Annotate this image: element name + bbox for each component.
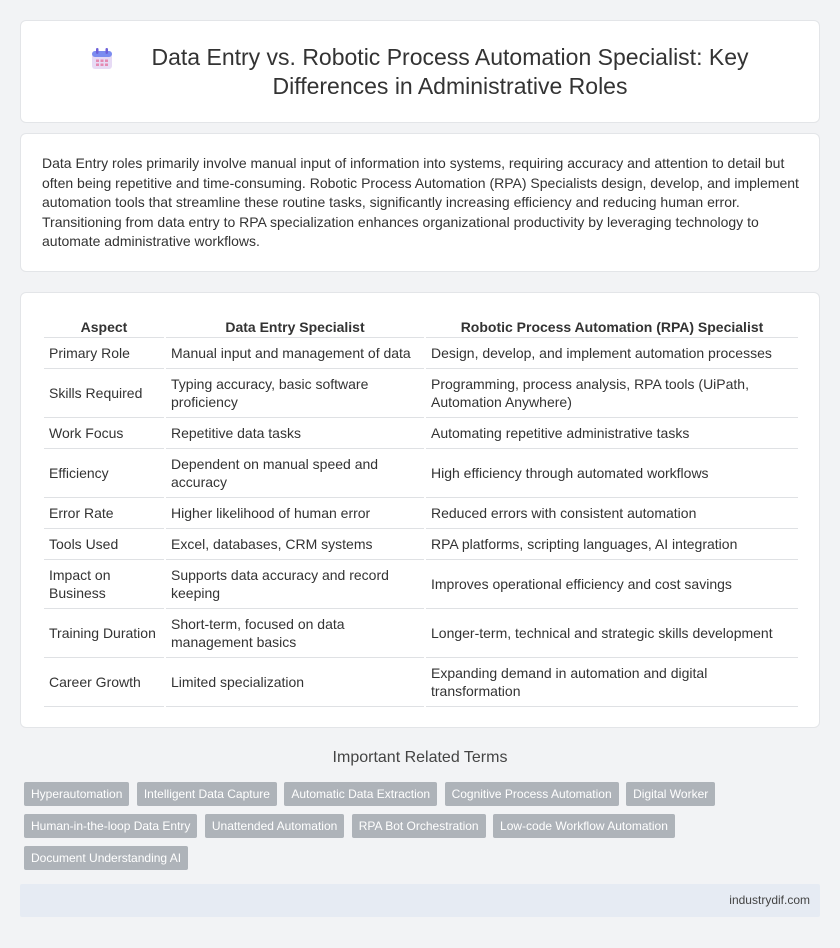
row-aspect: Primary Role bbox=[44, 338, 164, 369]
comparison-table bbox=[42, 313, 800, 707]
table-row bbox=[44, 449, 798, 498]
row-data-entry: Dependent on manual speed and accuracy bbox=[166, 449, 424, 498]
related-term-tag[interactable]: RPA Bot Orchestration bbox=[352, 814, 486, 838]
row-data-entry: Manual input and management of data bbox=[166, 338, 424, 369]
row-data-entry: Typing accuracy, basic software proficiency bbox=[166, 369, 424, 418]
row-rpa: Design, develop, and implement automation processes bbox=[426, 338, 798, 369]
related-term-tag[interactable]: Digital Worker bbox=[626, 782, 715, 806]
row-rpa: Expanding demand in automation and digital transformation bbox=[426, 658, 798, 707]
footer bbox=[20, 884, 820, 917]
table-row bbox=[44, 560, 798, 609]
related-terms-list bbox=[24, 782, 824, 878]
row-rpa: RPA platforms, scripting languages, AI integration bbox=[426, 529, 798, 560]
row-data-entry: Supports data accuracy and record keeping bbox=[166, 560, 424, 609]
table-row bbox=[44, 418, 798, 449]
row-rpa: Programming, process analysis, RPA tools (UiPath, Automation Anywhere) bbox=[426, 369, 798, 418]
header-data-entry: Data Entry Specialist bbox=[166, 313, 424, 338]
row-aspect: Tools Used bbox=[44, 529, 164, 560]
table-row bbox=[44, 498, 798, 529]
row-aspect: Impact on Business bbox=[44, 560, 164, 609]
row-data-entry: Excel, databases, CRM systems bbox=[166, 529, 424, 560]
related-term-tag[interactable]: Hyperautomation bbox=[24, 782, 129, 806]
row-rpa: High efficiency through automated workflows bbox=[426, 449, 798, 498]
header-aspect: Aspect bbox=[44, 313, 164, 338]
related-term-tag[interactable]: Cognitive Process Automation bbox=[445, 782, 619, 806]
row-data-entry: Limited specialization bbox=[166, 658, 424, 707]
related-term-tag[interactable]: Automatic Data Extraction bbox=[284, 782, 437, 806]
row-rpa: Longer-term, technical and strategic skills development bbox=[426, 609, 798, 658]
row-data-entry: Short-term, focused on data management basics bbox=[166, 609, 424, 658]
table-row bbox=[44, 529, 798, 560]
header-rpa: Robotic Process Automation (RPA) Specialist bbox=[426, 313, 798, 338]
row-aspect: Efficiency bbox=[44, 449, 164, 498]
related-term-tag[interactable]: Intelligent Data Capture bbox=[137, 782, 277, 806]
related-term-tag[interactable]: Low-code Workflow Automation bbox=[493, 814, 675, 838]
row-aspect: Career Growth bbox=[44, 658, 164, 707]
related-term-tag[interactable]: Human-in-the-loop Data Entry bbox=[24, 814, 197, 838]
related-term-tag[interactable]: Unattended Automation bbox=[205, 814, 344, 838]
table-row bbox=[44, 658, 798, 707]
row-rpa: Automating repetitive administrative tasks bbox=[426, 418, 798, 449]
row-rpa: Improves operational efficiency and cost savings bbox=[426, 560, 798, 609]
page-title: Data Entry vs. Robotic Process Automation Specialist: Key Differences in Administrative Roles bbox=[151, 44, 749, 99]
row-rpa: Reduced errors with consistent automation bbox=[426, 498, 798, 529]
intro-paragraph: Data Entry roles primarily involve manual input of information into systems, requiring accuracy and attention to detail but often being repetitive and time-consuming. Robotic Process Automation (RPA) Specialists design, develop, and implement automation tools that streamline these routine tasks, significantly increasing efficiency and reducing human error. Transitioning from data entry to RPA specialization enhances organizational productivity by leveraging technology to automate administrative workflows. bbox=[42, 155, 799, 250]
table-row bbox=[44, 338, 798, 369]
row-aspect: Work Focus bbox=[44, 418, 164, 449]
table-row bbox=[44, 609, 798, 658]
related-terms-title: Important Related Terms bbox=[332, 749, 508, 766]
row-data-entry: Higher likelihood of human error bbox=[166, 498, 424, 529]
title-card bbox=[20, 20, 820, 123]
comparison-card bbox=[20, 292, 820, 728]
row-data-entry: Repetitive data tasks bbox=[166, 418, 424, 449]
row-aspect: Training Duration bbox=[44, 609, 164, 658]
table-header-row bbox=[44, 313, 798, 338]
related-term-tag[interactable]: Document Understanding AI bbox=[24, 846, 188, 870]
intro-card bbox=[20, 133, 820, 272]
row-aspect: Skills Required bbox=[44, 369, 164, 418]
row-aspect: Error Rate bbox=[44, 498, 164, 529]
footer-site-link[interactable]: industrydif.com bbox=[729, 893, 810, 907]
table-row bbox=[44, 369, 798, 418]
